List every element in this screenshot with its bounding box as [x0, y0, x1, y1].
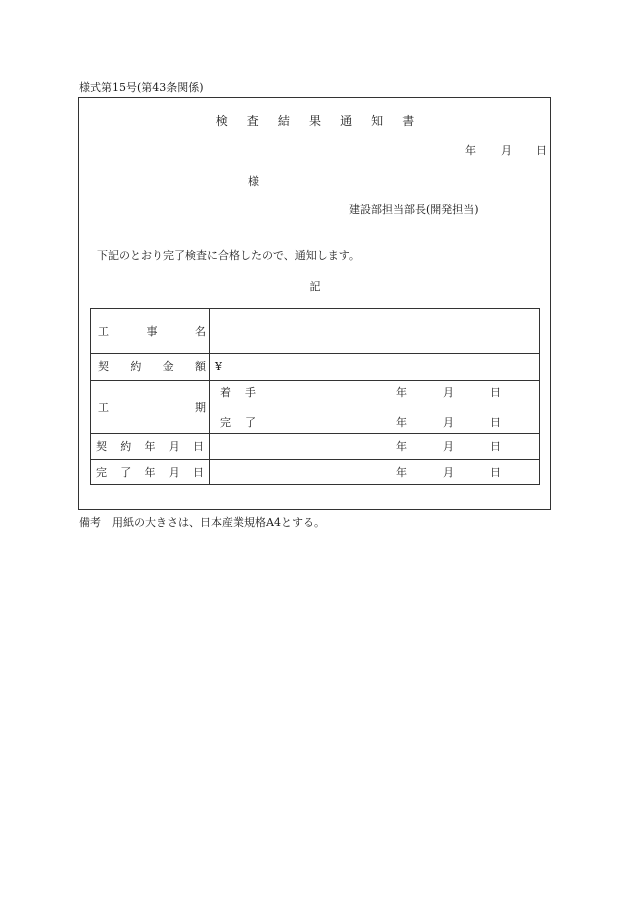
kanryo-date-month: 月 — [443, 466, 454, 479]
title-char: 結 — [277, 114, 290, 128]
label-char: 額 — [194, 360, 206, 373]
label-char: 事 — [146, 325, 158, 338]
label-char: 了 — [245, 416, 256, 429]
kanryo-month: 月 — [443, 416, 454, 429]
label-keiyaku-kingaku — [98, 361, 206, 372]
keiyaku-day: 日 — [490, 440, 501, 453]
label-char: 手 — [245, 386, 256, 399]
ki-heading: 記 — [309, 280, 321, 293]
chakushu-year: 年 — [396, 386, 407, 399]
label-koji-mei — [98, 326, 206, 337]
label-char: 工 — [98, 401, 109, 414]
label-char: 年 — [144, 440, 156, 453]
label-char: 了 — [120, 466, 132, 479]
kanryo-date-day: 日 — [490, 466, 501, 479]
keiyaku-month: 月 — [443, 440, 454, 453]
header-date-year: 年 — [465, 144, 476, 157]
label-char: 月 — [168, 466, 180, 479]
title-char: 果 — [308, 114, 321, 128]
label-char: 約 — [130, 360, 142, 373]
label-char: 契 — [98, 360, 109, 373]
label-char: 月 — [168, 440, 180, 453]
kanryo-date-year: 年 — [396, 466, 407, 479]
title-char: 通 — [340, 114, 353, 128]
label-char: 名 — [195, 325, 206, 338]
table-row-divider — [91, 380, 539, 381]
title-char: 査 — [246, 114, 259, 128]
label-char: 完 — [96, 466, 107, 479]
form-number-label: 様式第15号(第43条関係) — [79, 81, 204, 94]
label-kanryo — [220, 417, 256, 428]
table-row-divider — [91, 353, 539, 354]
document-title — [0, 115, 630, 127]
title-char: 検 — [215, 114, 228, 128]
label-char: 完 — [220, 416, 231, 429]
kanryo-year: 年 — [396, 416, 407, 429]
header-date-month: 月 — [501, 144, 512, 157]
label-char: 約 — [120, 440, 132, 453]
notification-message: 下記のとおり完了検査に合格したので、通知します。 — [97, 249, 360, 262]
chakushu-month: 月 — [443, 386, 454, 399]
table-row-divider — [91, 459, 539, 460]
label-kanryo-date — [96, 467, 204, 478]
label-char: 工 — [98, 325, 109, 338]
label-char: 契 — [96, 440, 107, 453]
remarks-note: 備考 用紙の大きさは、日本産業規格A4とする。 — [79, 516, 325, 529]
title-char: 知 — [371, 114, 384, 128]
label-char: 年 — [144, 466, 156, 479]
label-char: 日 — [193, 440, 204, 453]
keiyaku-year: 年 — [396, 440, 407, 453]
label-chakushu — [220, 387, 256, 398]
kanryo-day: 日 — [490, 416, 501, 429]
table-column-divider — [209, 309, 210, 484]
label-char: 日 — [193, 466, 204, 479]
label-char: 着 — [220, 386, 231, 399]
label-char: 金 — [162, 360, 174, 373]
chakushu-day: 日 — [490, 386, 501, 399]
label-keiyaku-date — [96, 441, 204, 452]
details-table — [90, 308, 540, 485]
header-date-day: 日 — [536, 144, 547, 157]
table-row-divider — [91, 433, 539, 434]
title-char: 書 — [402, 114, 415, 128]
label-char: 期 — [195, 401, 206, 414]
sender-title: 建設部担当部長(開発担当) — [349, 203, 479, 216]
yen-sign: ¥ — [215, 360, 222, 373]
addressee-suffix: 様 — [248, 175, 259, 188]
label-koki — [98, 402, 206, 413]
